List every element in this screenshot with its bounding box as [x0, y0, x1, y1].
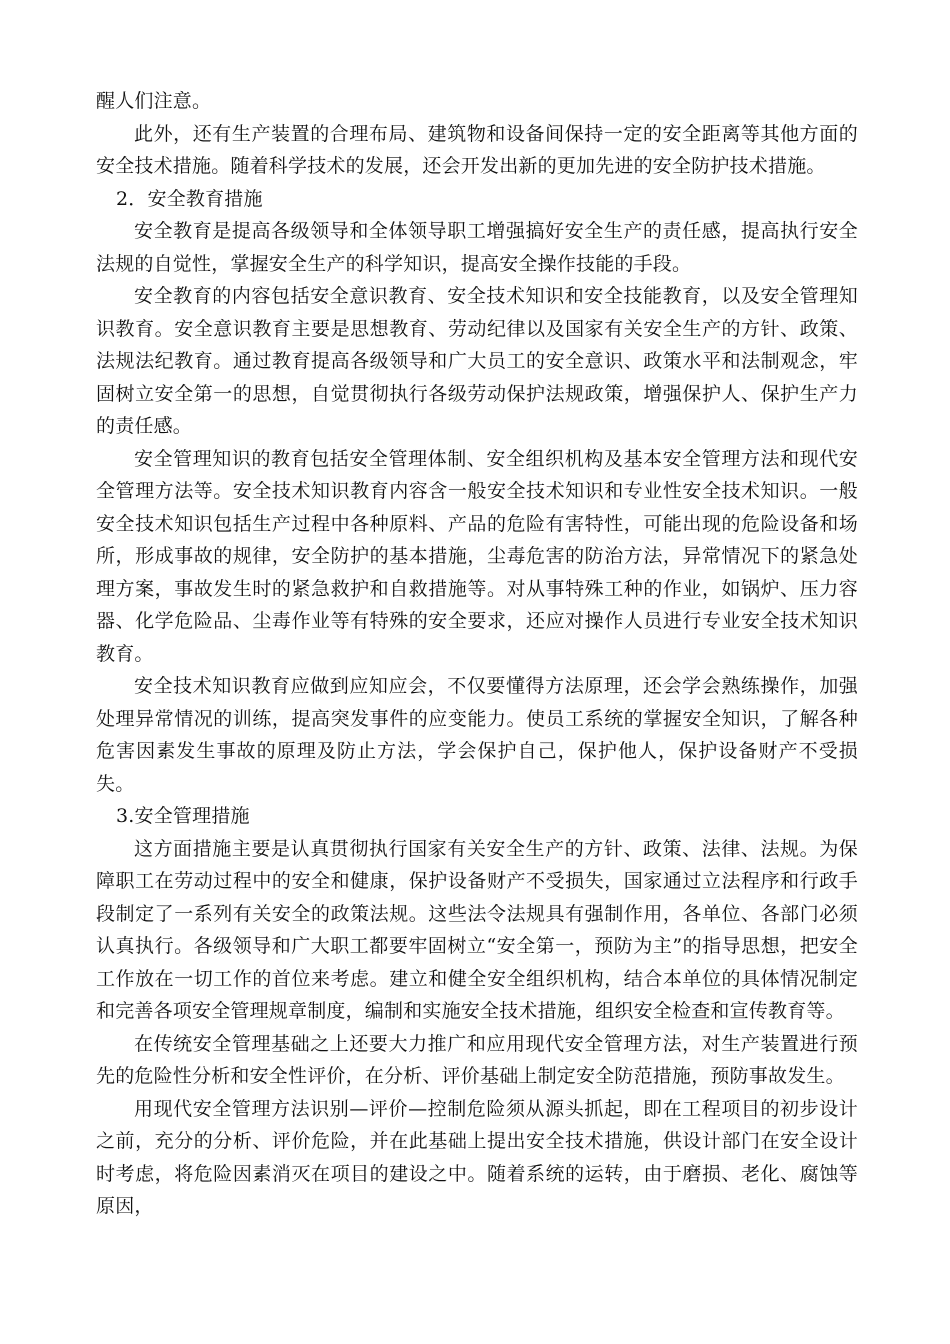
paragraph-layout-measures: 此外，还有生产装置的合理布局、建筑物和设备间保持一定的安全距离等其他方面的安全技术措施。随着科学技术的发展，还会开发出新的更加先进的安全防护技术措施。: [96, 122, 858, 177]
document-body: [96, 85, 858, 1223]
paragraph-modern-management: 在传统安全管理基础之上还要大力推广和应用现代安全管理方法，对生产装置进行预先的危险性分析和安全性评价，在分析、评价基础上制定安全防范措施，预防事故发生。: [96, 1032, 858, 1087]
paragraph-continuation: 醒人们注意。: [96, 90, 212, 112]
paragraph-education-content: 安全教育的内容包括安全意识教育、安全技术知识和安全技能教育，以及安全管理知识教育。安全意识教育主要是思想教育、劳动纪律以及国家有关安全生产的方针、政策、法规法纪教育。通过教育提高各级领导和广大员工的安全意识、政策水平和法制观念，牢固树立安全第一的思想，自觉贯彻执行各级劳动保护法规政策，增强保护人、保护生产力的责任感。: [96, 285, 858, 437]
section-heading-safety-management: 3.安全管理措施: [116, 805, 250, 827]
section-heading-safety-education: 2．安全教育措施: [116, 187, 263, 210]
paragraph-risk-control: 用现代安全管理方法识别—评价—控制危险须从源头抓起，即在工程项目的初步设计之前，充分的分析、评价危险，并在此基础上提出安全技术措施，供设计部门在安全设计时考虑，将危险因素消灭在项目的建设之中。随着系统的运转，由于磨损、老化、腐蚀等原因，: [96, 1097, 858, 1217]
paragraph-management-knowledge: 安全管理知识的教育包括安全管理体制、安全组织机构及基本安全管理方法和现代安全管理方法等。安全技术知识教育内容含一般安全技术知识和专业性安全技术知识。一般安全技术知识包括生产过程中各种原料、产品的危险有害特性，可能出现的危险设备和场所，形成事故的规律，安全防护的基本措施，尘毒危害的防治方法，异常情况下的紧急处理方案，事故发生时的紧急救护和自救措施等。对从事特殊工种的作业，如锅炉、压力容器、化学危险品、尘毒作业等有特殊的安全要求，还应对操作人员进行专业安全技术知识教育。: [96, 447, 858, 665]
paragraph-management-policy: 这方面措施主要是认真贯彻执行国家有关安全生产的方针、政策、法律、法规。为保障职工在劳动过程中的安全和健康，保护设备财产不受损失，国家通过立法程序和行政手段制定了一系列有关安全的政策法规。这些法令法规具有强制作用，各单位、各部门必须认真执行。各级领导和广大职工都要牢固树立“安全第一，预防为主”的指导思想，把安全工作放在一切工作的首位来考虑。建立和健全安全组织机构，结合本单位的具体情况制定和完善各项安全管理规章制度，编制和实施安全技术措施，组织安全检查和宣传教育等。: [96, 837, 858, 1022]
paragraph-education-purpose: 安全教育是提高各级领导和全体领导职工增强搞好安全生产的责任感，提高执行安全法规的自觉性，掌握安全生产的科学知识，提高安全操作技能的手段。: [96, 220, 858, 275]
paragraph-technical-knowledge: 安全技术知识教育应做到应知应会，不仅要懂得方法原理，还会学会熟练操作，加强处理异常情况的训练，提高突发事件的应变能力。使员工系统的掌握安全知识，了解各种危害因素发生事故的原理及防止方法，学会保护自己，保护他人，保护设备财产不受损失。: [96, 675, 858, 795]
